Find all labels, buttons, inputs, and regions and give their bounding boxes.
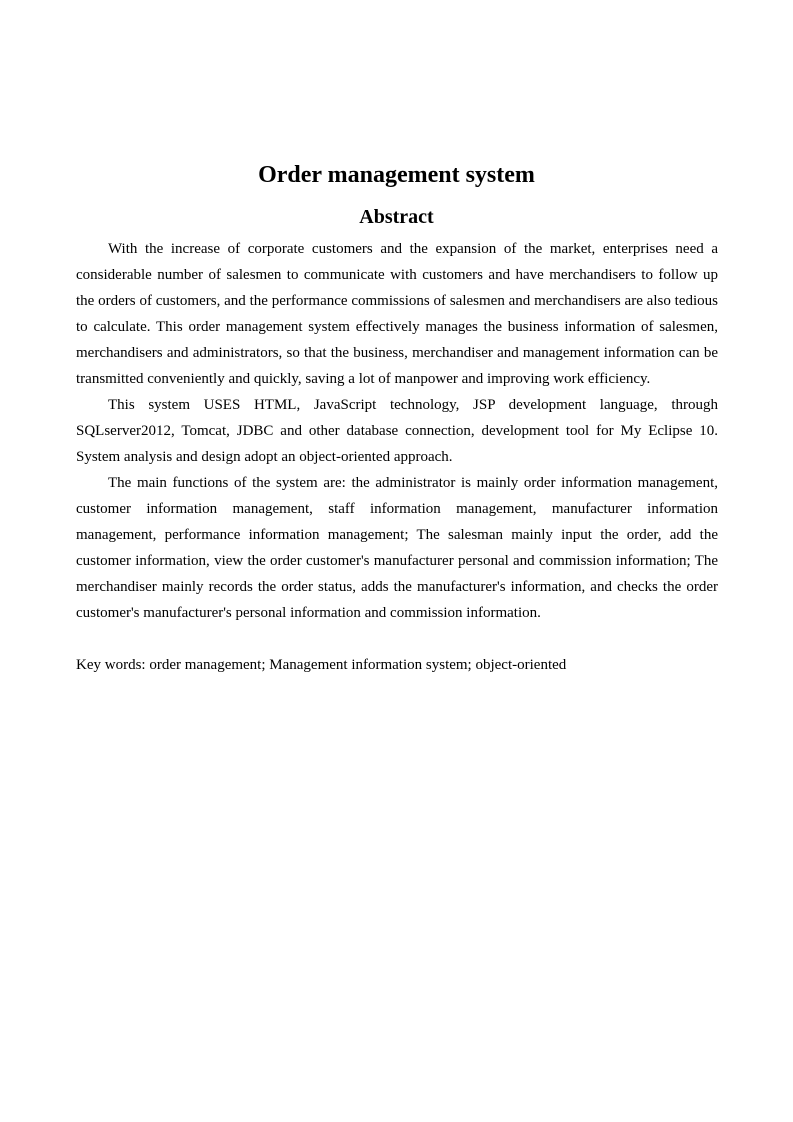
abstract-paragraph-3: The main functions of the system are: the administrator is mainly order information management, customer information management, staff information management, manufacturer information management, performance information management; The salesman mainly input the order, add the customer information, view the order customer's manufacturer personal and commission information; The merchandiser mainly records the order status, adds the manufacturer's information, and checks the order customer's manufacturer's personal information and commission information. [76,475,718,621]
abstract-paragraph-1: With the increase of corporate customers and the expansion of the market, enterprises need a considerable number of salesmen to communicate with customers and have merchandisers to follow up the orders of customers, and the performance commissions of salesmen and merchandisers are also tedious to calculate. This order management system effectively manages the business information of salesmen, merchandisers and administrators, so that the business, merchandiser and management information can be transmitted conveniently and quickly, saving a lot of manpower and improving work efficiency. [76,241,718,387]
abstract-heading: Abstract [359,206,434,228]
document-title: Order management system [258,162,535,188]
keywords-line: Key words: order management; Management information system; object-oriented [76,657,567,673]
abstract-paragraph-2: This system USES HTML, JavaScript technology, JSP development language, through SQLserver2012, Tomcat, JDBC and other database connection, development tool for My Eclipse 10. System analysis and design adopt an object-oriented approach. [76,397,718,465]
abstract-body [76,236,718,678]
